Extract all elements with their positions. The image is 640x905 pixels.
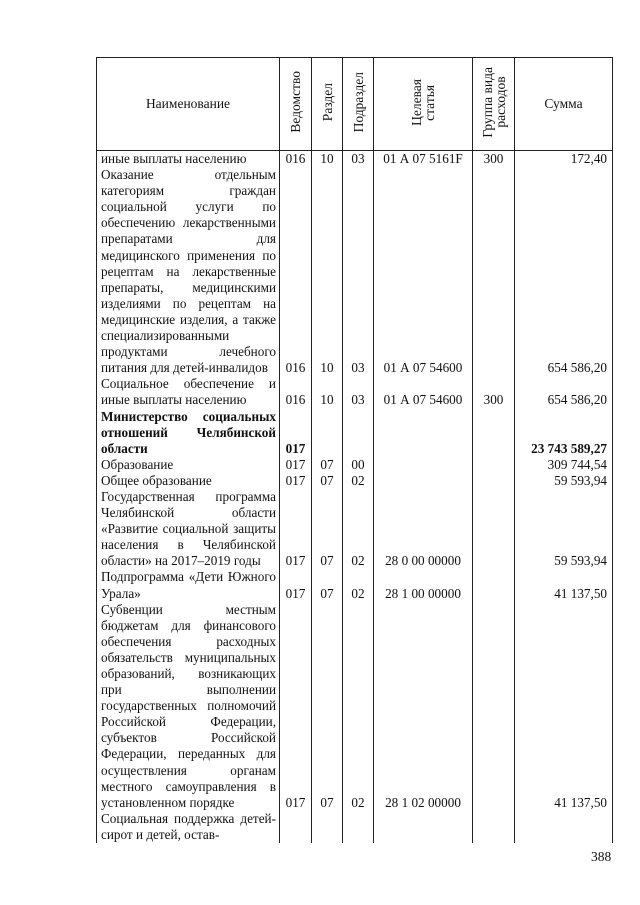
table-row xyxy=(97,602,613,811)
header-razdel: Раздел xyxy=(312,58,343,151)
cell-gruppa xyxy=(473,409,515,457)
cell-celevaya-statya xyxy=(374,409,473,457)
cell-podrazdel: 03 xyxy=(343,151,374,168)
cell-vedomstvo: 016 xyxy=(280,151,312,168)
cell-name: Образование xyxy=(97,457,280,473)
cell-razdel: 10 xyxy=(312,376,343,408)
cell-vedomstvo: 017 xyxy=(280,489,312,569)
cell-celevaya-statya: 01 А 07 54600 xyxy=(374,376,473,408)
cell-podrazdel: 02 xyxy=(343,569,374,601)
table-row xyxy=(97,167,613,376)
cell-razdel: 07 xyxy=(312,602,343,811)
cell-name: Субвенции местным бюджетам для финансового обеспечения расходных обязательств муниципальных образований, возникающих при выполнении государственных полномочий Российской Федерации, субъектов Российской Федерации, переданных для осуществления органам местного самоуправления в установленном порядке xyxy=(97,602,280,811)
header-gruppa-vida-rashodov: Группа вида расходов xyxy=(473,58,515,151)
cell-podrazdel: 02 xyxy=(343,473,374,489)
cell-summa: 41 137,50 xyxy=(515,602,613,811)
table-row xyxy=(97,409,613,457)
table-row xyxy=(97,151,613,168)
table-row xyxy=(97,811,613,843)
cell-razdel xyxy=(312,811,343,843)
cell-summa: 41 137,50 xyxy=(515,569,613,601)
cell-summa: 59 593,94 xyxy=(515,473,613,489)
header-podrazdel: Подраздел xyxy=(343,58,374,151)
cell-podrazdel: 03 xyxy=(343,376,374,408)
cell-vedomstvo: 017 xyxy=(280,569,312,601)
table-row xyxy=(97,489,613,569)
cell-podrazdel: 00 xyxy=(343,457,374,473)
cell-name: иные выплаты населению xyxy=(97,151,280,168)
cell-gruppa xyxy=(473,457,515,473)
cell-vedomstvo: 017 xyxy=(280,409,312,457)
cell-podrazdel xyxy=(343,811,374,843)
cell-vedomstvo xyxy=(280,811,312,843)
cell-celevaya-statya: 28 1 00 00000 xyxy=(374,569,473,601)
cell-razdel: 07 xyxy=(312,569,343,601)
cell-name: Социальная поддержка детей-сирот и детей, остав- xyxy=(97,811,280,843)
header-name: Наименование xyxy=(97,58,280,151)
cell-name: Министерство социальных отношений Челябинской области xyxy=(97,409,280,457)
cell-razdel xyxy=(312,409,343,457)
page-number: 388 xyxy=(591,849,612,864)
header-celevaya-statya: Целевая статья xyxy=(374,58,473,151)
table-row xyxy=(97,473,613,489)
cell-gruppa xyxy=(473,489,515,569)
cell-celevaya-statya: 01 А 07 5161F xyxy=(374,151,473,168)
table-row xyxy=(97,376,613,408)
cell-name: Подпрограмма «Дети Южного Урала» xyxy=(97,569,280,601)
cell-name: Социальное обеспечение и иные выплаты населению xyxy=(97,376,280,408)
cell-vedomstvo: 016 xyxy=(280,167,312,376)
cell-summa: 59 593,94 xyxy=(515,489,613,569)
cell-summa: 172,40 xyxy=(515,151,613,168)
cell-gruppa xyxy=(473,569,515,601)
table-body xyxy=(97,151,613,844)
cell-summa: 654 586,20 xyxy=(515,167,613,376)
cell-vedomstvo: 017 xyxy=(280,602,312,811)
cell-gruppa xyxy=(473,473,515,489)
cell-razdel: 07 xyxy=(312,473,343,489)
cell-celevaya-statya: 28 1 02 00000 xyxy=(374,602,473,811)
cell-podrazdel: 02 xyxy=(343,489,374,569)
cell-gruppa: 300 xyxy=(473,376,515,408)
cell-gruppa xyxy=(473,811,515,843)
cell-podrazdel: 03 xyxy=(343,167,374,376)
table-row xyxy=(97,569,613,601)
cell-summa: 654 586,20 xyxy=(515,376,613,408)
cell-celevaya-statya xyxy=(374,473,473,489)
cell-name: Оказание отдельным категориям граждан социальной услуги по обеспечению лекарственными препаратами для медицинского применения по рецептам на лекарственные препараты, медицинскими изделиями по рецептам на медицинские изделия, а также специализированными продуктами лечебного питания для детей-инвалидов xyxy=(97,167,280,376)
cell-summa: 23 743 589,27 xyxy=(515,409,613,457)
cell-summa: 309 744,54 xyxy=(515,457,613,473)
cell-celevaya-statya xyxy=(374,457,473,473)
cell-celevaya-statya xyxy=(374,811,473,843)
cell-razdel: 10 xyxy=(312,151,343,168)
cell-podrazdel xyxy=(343,409,374,457)
table-row xyxy=(97,457,613,473)
cell-gruppa xyxy=(473,167,515,376)
cell-vedomstvo: 017 xyxy=(280,457,312,473)
table-header xyxy=(97,58,613,151)
cell-gruppa: 300 xyxy=(473,151,515,168)
cell-celevaya-statya: 28 0 00 00000 xyxy=(374,489,473,569)
cell-podrazdel: 02 xyxy=(343,602,374,811)
budget-table xyxy=(96,57,613,843)
header-vedomstvo: Ведомство xyxy=(280,58,312,151)
cell-summa xyxy=(515,811,613,843)
cell-gruppa xyxy=(473,602,515,811)
cell-celevaya-statya: 01 А 07 54600 xyxy=(374,167,473,376)
cell-razdel: 10 xyxy=(312,167,343,376)
header-summa: Сумма xyxy=(515,58,613,151)
cell-razdel: 07 xyxy=(312,457,343,473)
cell-vedomstvo: 017 xyxy=(280,473,312,489)
cell-vedomstvo: 016 xyxy=(280,376,312,408)
cell-name: Общее образование xyxy=(97,473,280,489)
cell-name: Государственная программа Челябинской области «Развитие социальной защиты населения в Челябинской области» на 2017–2019 годы xyxy=(97,489,280,569)
cell-razdel: 07 xyxy=(312,489,343,569)
